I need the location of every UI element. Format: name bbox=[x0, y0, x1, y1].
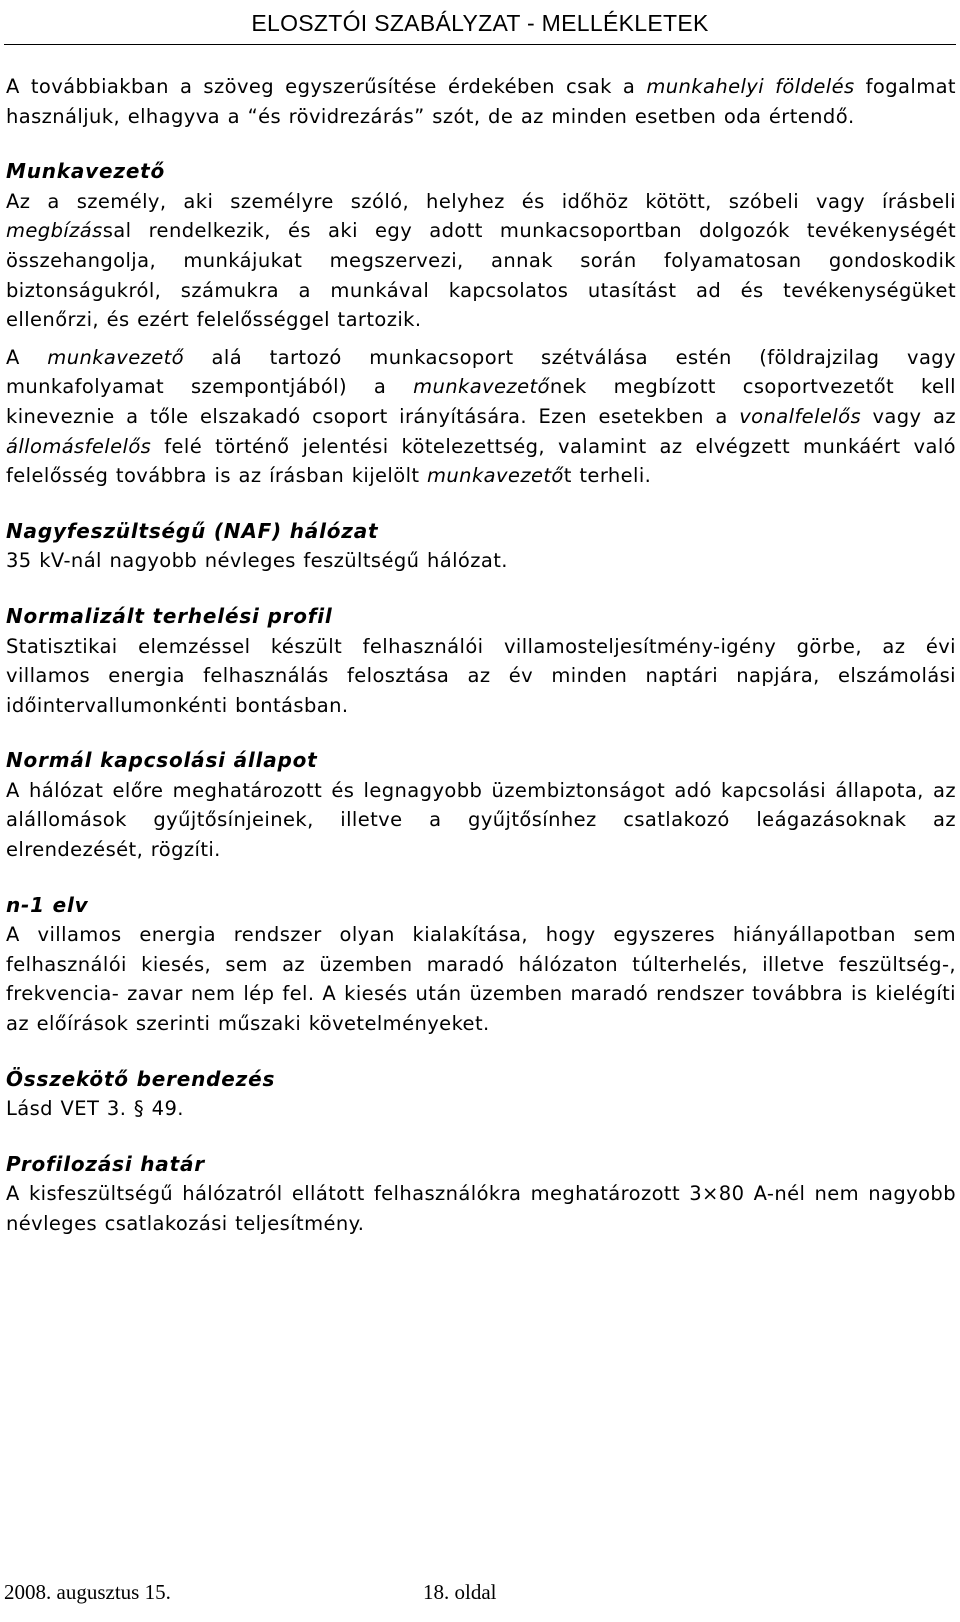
italic-term: megbízás bbox=[6, 219, 103, 243]
text-run: felé történő jelentési kötelezettség, valamint az elvégzett munkáért való felelősség továbbra is az írásban kijelölt bbox=[6, 434, 956, 488]
text-run: sal rendelkezik, és aki egy adott munkacsoportban dolgozók tevékenységét összehangolja, munkájukat megszervezi, annak során folyamatosan gondoskodik biztonságukról, számukra a munkával kapcsolatos utasítást ad és tevékenységüket ellenőrzi, és ezért felelősséggel tartozik. bbox=[6, 219, 956, 332]
intro-paragraph bbox=[6, 72, 956, 131]
text-run: vagy az bbox=[861, 404, 956, 428]
term-title-n1: n-1 elv bbox=[6, 892, 89, 917]
intro-text-2: fogalmat használjuk, elhagyva a “és rövidrezárás” szót, de az minden esetben oda értendő. bbox=[6, 75, 956, 128]
definition-profilozasi: A kisfeszültségű hálózatról ellátott felhasználókra meghatározott 3×80 A-nél nem nagyobb névleges csatlakozási teljesítmény. bbox=[6, 1182, 956, 1235]
definition-n1: A villamos energia rendszer olyan kialakítása, hogy egyszeres hiányállapotban sem felhasználói kiesés, sem az üzemben maradó hálózaton túlterhelés, illetve feszültség-, frekvencia- zavar nem lép fel. A kiesés után üzemben maradó rendszer továbbra is kielégíti az előírások szerinti műszaki követelményeket. bbox=[6, 923, 956, 1036]
text-run: Az a személy, aki személyre szóló, helyhez és időhöz kötött, szóbeli vagy írásbeli bbox=[6, 189, 956, 213]
definition-normal-kapcsolasi: A hálózat előre meghatározott és legnagyobb üzembiztonságot adó kapcsolási állapota, az alállomások gyűjtősínjeinek, illetve a gyűjtősínhez csatlakozó leágazásoknak az elrendezését, rögzíti. bbox=[6, 778, 956, 862]
footer-page-number: 18. oldal bbox=[423, 1580, 497, 1604]
document-body bbox=[6, 72, 956, 1239]
definition-naf: 35 kV-nál nagyobb névleges feszültségű hálózat. bbox=[6, 549, 508, 573]
italic-term: állomásfelelős bbox=[6, 434, 152, 458]
term-title-normalizalt: Normalizált terhelési profil bbox=[6, 603, 333, 628]
text-run: A bbox=[6, 345, 48, 369]
definition-normalizalt: Statisztikai elemzéssel készült felhasználói villamosteljesítmény-igény görbe, az évi villamos energia felhasználás felosztása az év minden naptári napjára, elszámolási időintervallumonkénti bontásban. bbox=[6, 634, 956, 717]
term-title-naf: Nagyfeszültségű (NAF) hálózat bbox=[6, 518, 379, 543]
definition-osszekoto: Lásd VET 3. § 49. bbox=[6, 1097, 184, 1121]
term-title-osszekoto: Összekötő berendezés bbox=[6, 1066, 276, 1091]
text-run: alá tartozó munkacsoport szétválása estén (földrajzilag vagy munkafolyamat szempontjából) a bbox=[6, 345, 957, 399]
italic-term: munkavezető bbox=[427, 464, 564, 488]
italic-term: munkavezető bbox=[47, 345, 184, 369]
italic-term: vonalfelelős bbox=[739, 404, 861, 428]
text-run: t terheli. bbox=[563, 464, 652, 488]
definition-munkavezeto-1 bbox=[6, 187, 956, 335]
definition-munkavezeto-2 bbox=[6, 343, 956, 491]
text-run: nek megbízott csoportvezetőt kell kineveznie a tőle elszakadó csoport irányítására. Ezen esetekben a bbox=[6, 375, 956, 428]
italic-term: munkavezető bbox=[413, 375, 550, 399]
page-header-title: ELOSZTÓI SZABÁLYZAT - MELLÉKLETEK bbox=[251, 10, 709, 36]
footer-date: 2008. augusztus 15. bbox=[4, 1580, 171, 1604]
term-title-normal-kapcsolasi: Normál kapcsolási állapot bbox=[6, 748, 318, 773]
term-title-munkavezeto: Munkavezető bbox=[6, 159, 166, 184]
term-title-profilozasi: Profilozási határ bbox=[6, 1151, 205, 1176]
header-divider bbox=[4, 44, 956, 45]
intro-term: munkahelyi földelés bbox=[646, 75, 855, 98]
intro-text-1: A továbbiakban a szöveg egyszerűsítése érdekében csak a bbox=[6, 75, 647, 98]
